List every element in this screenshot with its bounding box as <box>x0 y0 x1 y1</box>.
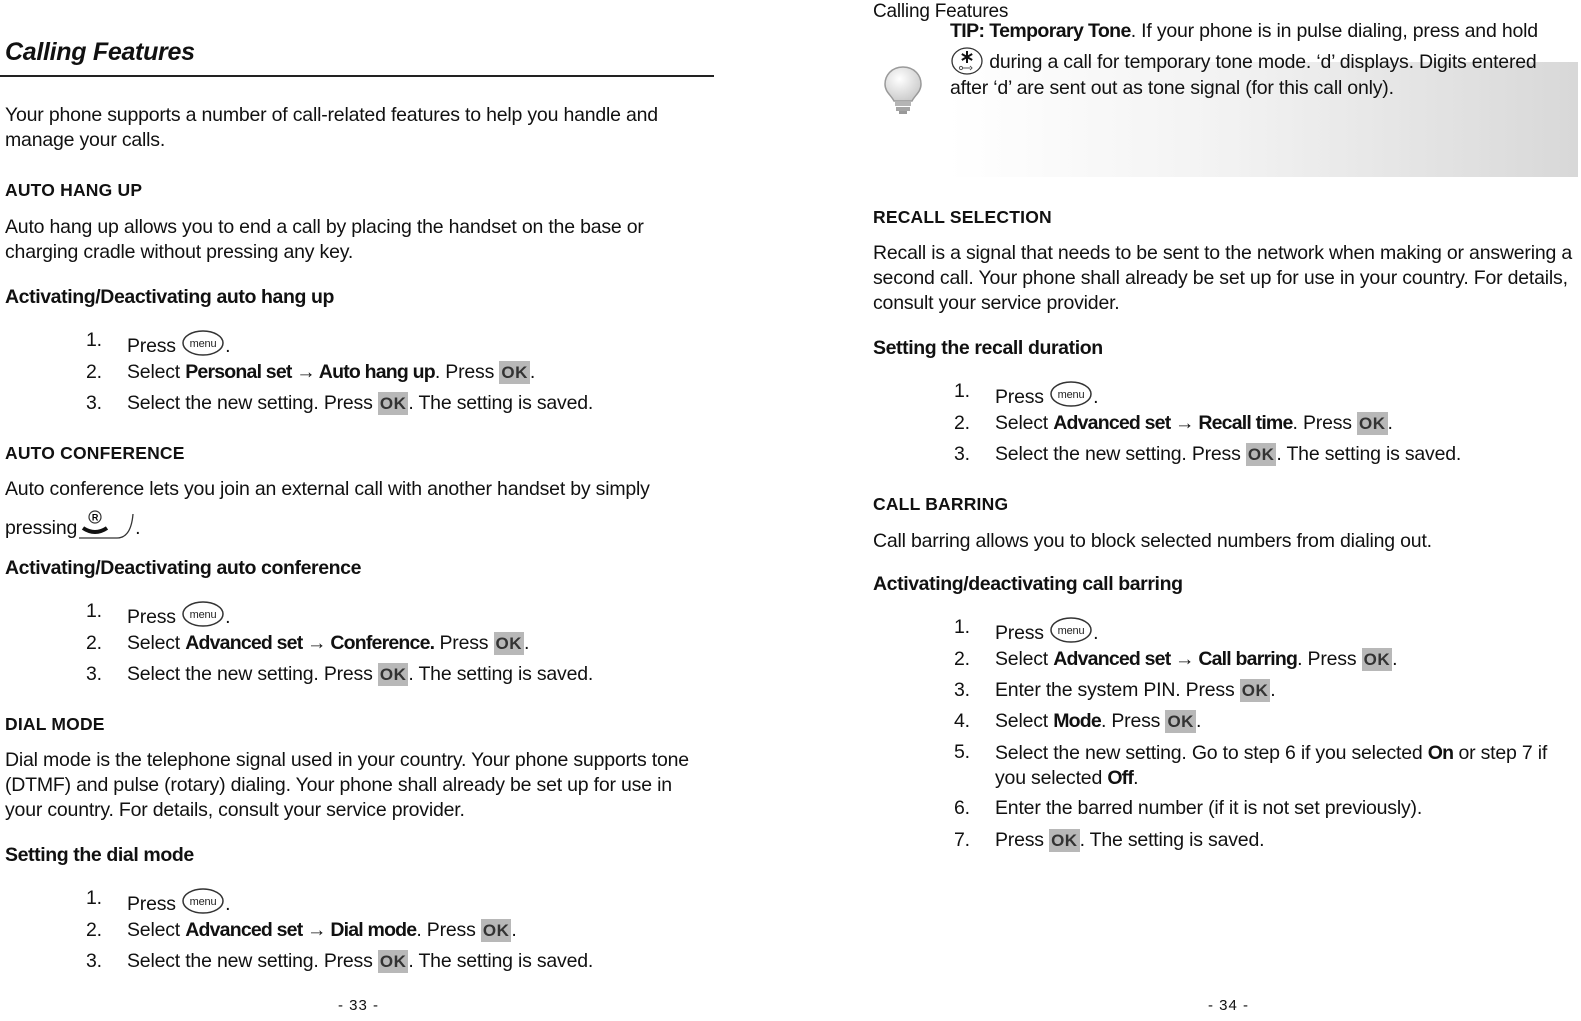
option-on: On <box>1427 742 1454 764</box>
ok-key: OK <box>495 634 523 653</box>
page-title: Calling Features <box>5 38 195 66</box>
ok-key: OK <box>501 363 528 382</box>
menu-path: Advanced set → Recall time <box>1053 412 1293 434</box>
star-key-icon <box>950 46 984 76</box>
auto-conference-description-line2: pressing R . <box>5 508 140 542</box>
section-heading-dial-mode: DIAL MODE <box>5 714 105 734</box>
page-number: - 34 - <box>1208 997 1250 1014</box>
ok-key: OK <box>1359 414 1386 433</box>
ok-key: OK <box>379 665 407 684</box>
ok-key: OK <box>379 952 407 971</box>
menu-key-icon <box>181 329 225 358</box>
section-heading-recall-selection: RECALL SELECTION <box>873 207 1052 227</box>
ok-key: OK <box>379 394 407 413</box>
menu-key-label: menu <box>189 338 217 350</box>
page-33: Calling Features Your phone supports a number of call-related features to help you handle and manage your calls. AUTO HANG UP Auto hang up allows you to end a call by placing the handset on the base or charging cradle without pressing any key. Activating/Deactivating auto hang up 1. Press menu . 2. Select Personal set → Auto hang up. Press OK . 3. Select the new setting. Press OK . The setting is saved. AUTO CONFERENCE Auto conference lets you join an external call with another handset by simply pressing R . Activating/Deactivating auto conference 1. Press menu . 2. Select Advanced set → Conference. Press OK . 3. Select the new setting. Press OK . The setting is saved. DIAL MODE Dial mode is the telephone signal used in your country. Your phone supports tone (DTMF) and pulse (rotary) dialing. Your phone shall already be set up for use in your country. For details, consult your service provider. Setting the dial mode 1. Press menu . 2. Select Advanced set → Dial mode. Press OK . 3. Select the new setting. Press OK . The setting is saved. - 33 - <box>0 0 720 1021</box>
menu-key-icon <box>181 600 225 629</box>
menu-path: Personal set → Auto hang up <box>185 361 435 383</box>
menu-path: Mode <box>1053 710 1101 732</box>
recall-key-icon <box>77 508 135 542</box>
menu-key-icon <box>1049 616 1093 645</box>
subheading-auto-conference: Activating/Deactivating auto conference <box>5 557 362 579</box>
menu-path: Advanced set → Call barring <box>1053 648 1298 670</box>
auto-hang-up-description: Auto hang up allows you to end a call by placing the handset on the base or charging cradle without pressing any key. <box>5 216 644 263</box>
menu-key-label: menu <box>1057 625 1085 637</box>
ok-key: OK <box>1363 650 1391 669</box>
menu-key-label: menu <box>189 896 217 908</box>
menu-key-label: menu <box>189 609 217 621</box>
menu-path: Advanced set → Conference. <box>185 632 435 654</box>
subheading-recall-duration: Setting the recall duration <box>873 337 1103 359</box>
tip-label: TIP: Temporary Tone <box>950 20 1131 42</box>
dial-mode-description: Dial mode is the telephone signal used in your country. Your phone supports tone (DTMF) and pulse (rotary) dialing. Your phone shall already be set up for use in your country. For details, consult your service provider. <box>5 749 689 821</box>
subheading-auto-hang-up: Activating/Deactivating auto hang up <box>5 286 335 308</box>
recall-key-label: R <box>91 512 99 523</box>
section-heading-auto-hang-up: AUTO HANG UP <box>5 180 143 200</box>
option-off: Off <box>1107 767 1134 789</box>
ok-key: OK <box>1241 681 1269 700</box>
page-header: Calling Features <box>873 1 1009 22</box>
ok-key: OK <box>1051 831 1078 850</box>
menu-key-icon <box>181 887 225 916</box>
subheading-call-barring: Activating/deactivating call barring <box>873 573 1183 595</box>
lightbulb-icon <box>880 64 926 121</box>
menu-key-icon <box>1049 380 1093 409</box>
title-rule <box>0 75 714 77</box>
page-34: Calling Features TIP: Temporary Tone. If your phone is in pulse dialing, press and hold during a call for temporary tone mode. ‘d’ displays. Digits entered after ‘d’ are sent out as tone signal (for this call only). RECALL SELECTION Recall is a signal that needs to be sent to the network when making or answering a second call. Your phone shall already be set up for use in your country. For details, consult your service provider. Setting the recall duration 1. Press menu . 2. Select Advanced set → Recall time. Press OK . 3. Select the new setting. Press OK . The setting is saved. CALL BARRING Call barring allows you to block selected numbers from dialing out. Activating/deactivating call barring 1. Press menu . 2. Select Advanced set → Call barring. Press OK . 3. Enter the system PIN. Press OK . 4. Select Mode. Press OK . 5. Select the new setting. Go to step 6 if you selected On or step 7 if you selected Off. 6. Enter the barred number (if it is not set previously). 7. Press OK . The setting is saved. - 34 - <box>876 0 1581 1021</box>
call-barring-description: Call barring allows you to block selected numbers from dialing out. <box>873 530 1432 552</box>
tip-text: TIP: Temporary Tone. If your phone is in pulse dialing, press and hold during a call for temporary tone mode. ‘d’ displays. Digits entered after ‘d’ are sent out as tone signal (for this call only). <box>950 20 1538 99</box>
ok-key: OK <box>1167 712 1194 731</box>
section-heading-auto-conference: AUTO CONFERENCE <box>5 443 185 463</box>
section-heading-call-barring: CALL BARRING <box>873 494 1009 514</box>
menu-path: Advanced set → Dial mode <box>185 919 417 941</box>
menu-key-label: menu <box>1057 389 1085 401</box>
page-number: - 33 - <box>338 997 380 1014</box>
intro-paragraph: Your phone supports a number of call-related features to help you handle and manage your calls. <box>5 104 658 151</box>
recall-description: Recall is a signal that needs to be sent to the network when making or answering a second call. Your phone shall already be set up for use in your country. For details, consult your service provider. <box>873 242 1573 314</box>
auto-conference-description: Auto conference lets you join an external call with another handset by simply <box>5 478 650 500</box>
ok-key: OK <box>482 921 510 940</box>
ok-key: OK <box>1247 445 1275 464</box>
subheading-dial-mode: Setting the dial mode <box>5 844 194 866</box>
